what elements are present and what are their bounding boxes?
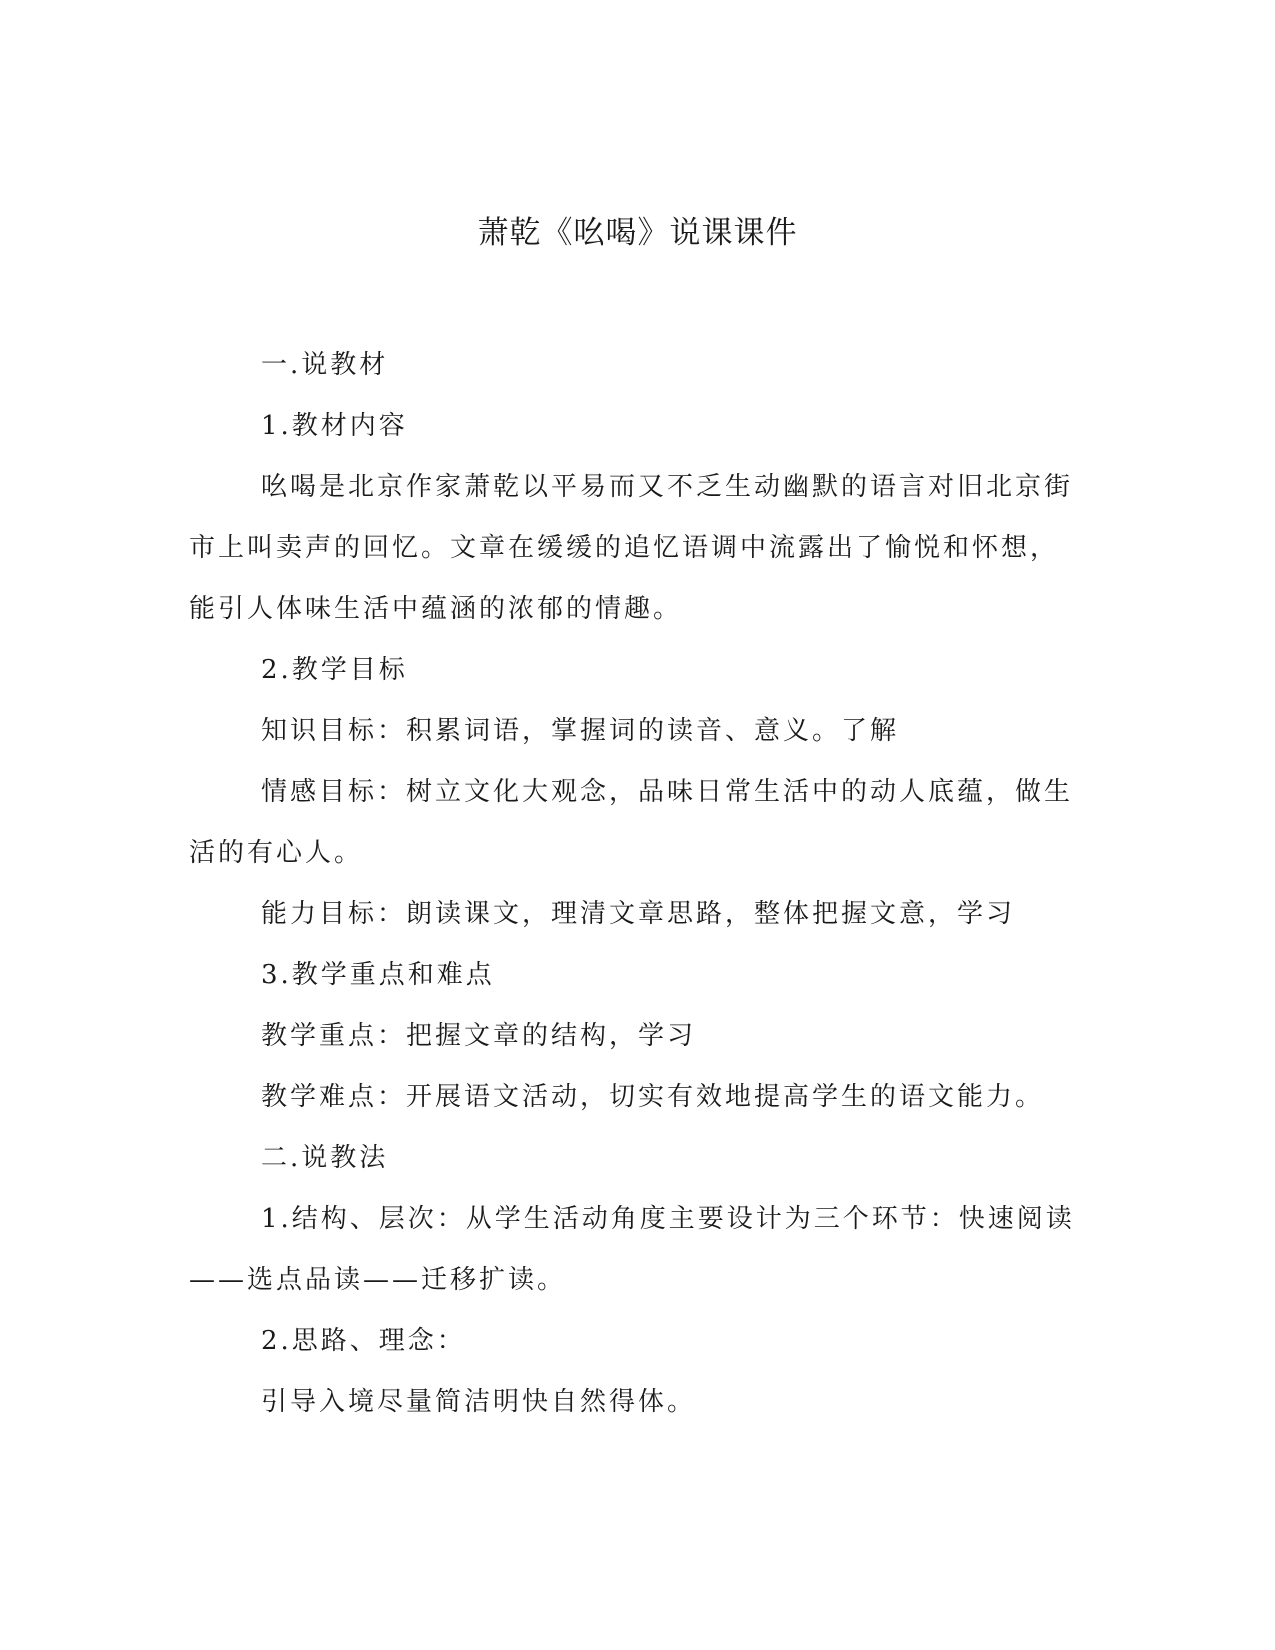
subheading-teaching-goals: 2.教学目标 [261,655,408,685]
paragraph-knowledge-goal: 知识目标：积累词语，掌握词的读音、意义。了解 [261,716,900,746]
paragraph-emotion-goal: 情感目标：树立文化大观念，品味日常生活中的动人底蕴，做生活的有心人。 [189,777,1074,868]
paragraph-approach-concept: 2.思路、理念： [261,1326,466,1356]
paragraph-material-description: 吆喝是北京作家萧乾以平易而又不乏生动幽默的语言对旧北京街市上叫卖声的回忆。文章在缓缓的追忆语调中流露出了愉悦和怀想，能引人体味生活中蕴涵的浓郁的情趣。 [189,472,1074,624]
paragraph-difficult-point: 教学难点：开展语文活动，切实有效地提高学生的语文能力。 [261,1082,1045,1112]
section-heading-teaching-method: 二.说教法 [261,1143,389,1173]
document-title: 萧乾《吆喝》说课课件 [477,215,798,251]
paragraph-key-point: 教学重点：把握文章的结构，学习 [261,1021,697,1051]
document-body [189,335,1081,1433]
paragraph-introduction: 引导入境尽量简洁明快自然得体。 [261,1387,697,1417]
section-heading-teaching-material: 一.说教材 [261,350,389,380]
paragraph-ability-goal: 能力目标：朗读课文，理清文章思路，整体把握文意，学习 [261,899,1016,929]
paragraph-structure-levels: 1.结构、层次：从学生活动角度主要设计为三个环节：快速阅读——选点品读——迁移扩读。 [189,1204,1075,1295]
subheading-key-points: 3.教学重点和难点 [261,960,495,990]
subheading-material-content: 1.教材内容 [261,411,408,441]
